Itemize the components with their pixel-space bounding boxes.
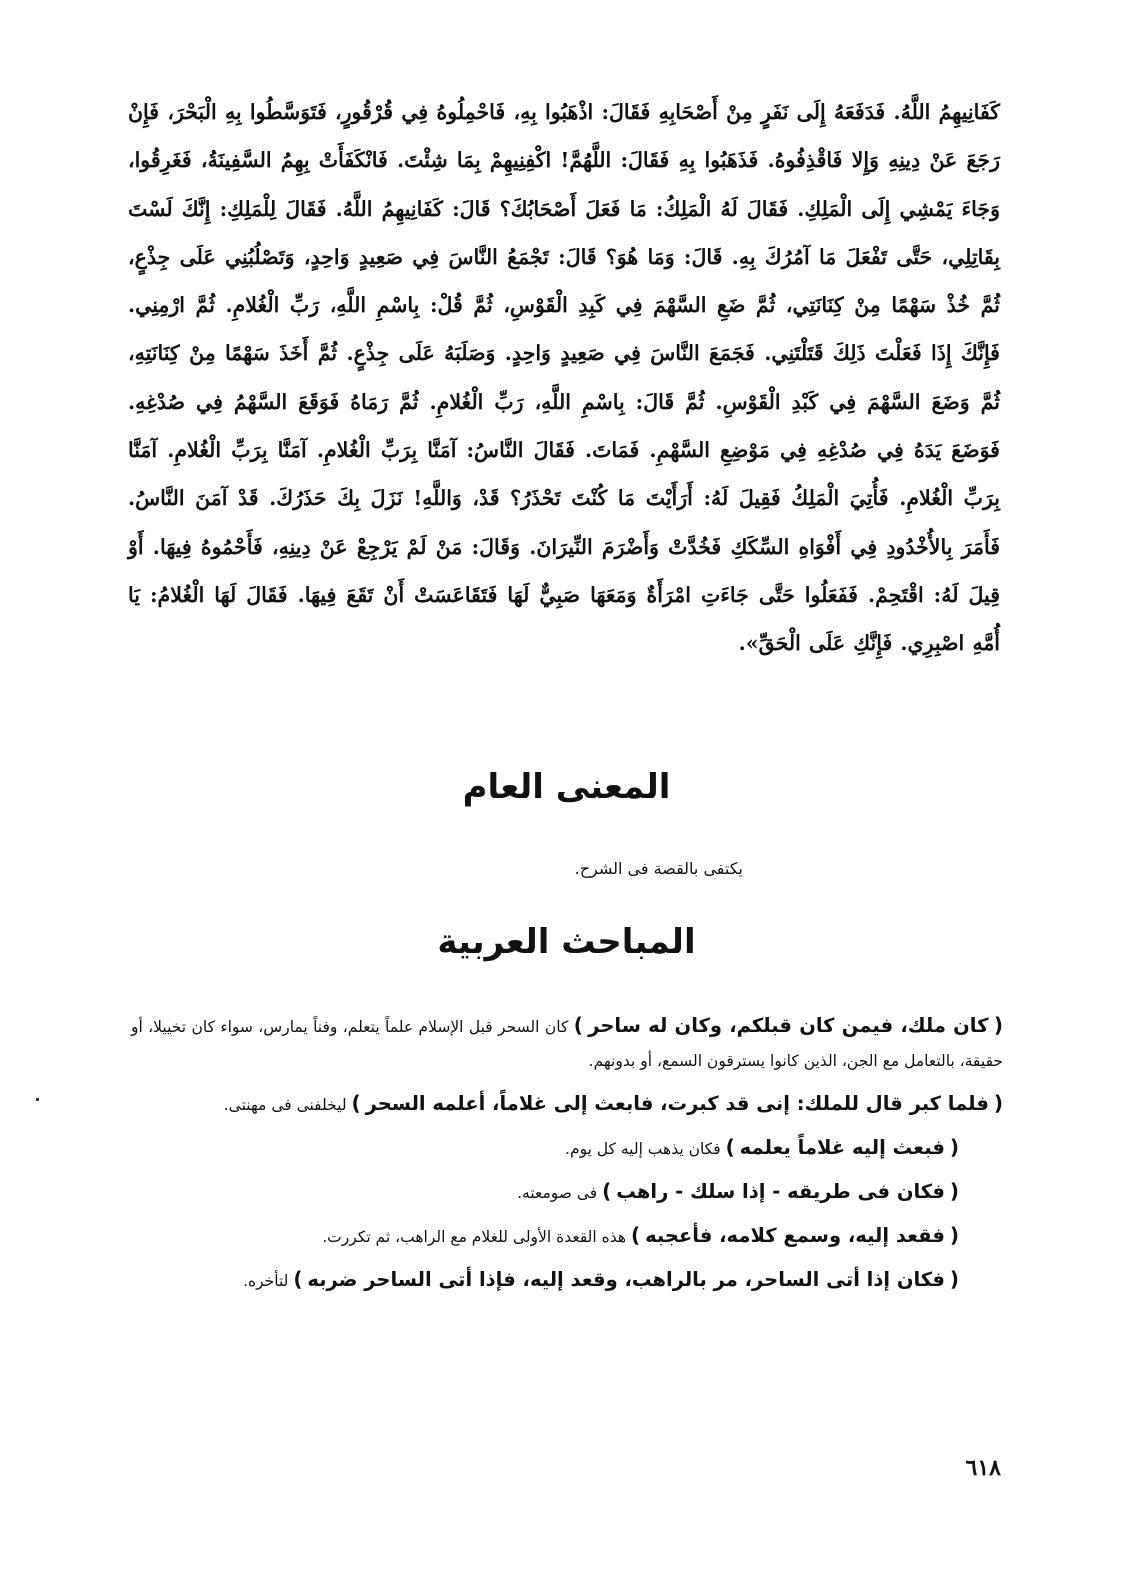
heading-general-meaning: المعنى العام	[462, 767, 671, 807]
commentary-text: فكان يذهب إليه كل يوم.	[565, 1140, 721, 1158]
close-paren: )	[725, 1135, 735, 1159]
commentary-text: كان السحر قبل الإسلام علماً يتعلم، وفناً يمارس، سواء كان تخييلا، أو حقيقة، بالتعامل مع الجن، الذين كانوا يسترقون السمع، أو بدونهم.	[131, 1018, 1003, 1070]
open-paren: (	[993, 1013, 1003, 1037]
open-paren: (	[949, 1179, 959, 1203]
commentary-item	[131, 1086, 1003, 1122]
hadith-story-text	[128, 88, 1000, 668]
commentary-text: ليخلفنى فى مهنتى.	[223, 1096, 347, 1114]
commentary-text: فى صومعته.	[517, 1184, 598, 1202]
commentary-list	[131, 1008, 1003, 1306]
commentary-item	[131, 1008, 1003, 1078]
open-paren: (	[993, 1091, 1003, 1115]
open-paren: (	[949, 1223, 959, 1247]
page-number: ٦١٨	[965, 1455, 1001, 1481]
quoted-phrase: فلما كبر قال للملك: إنى قد كبرت، فابعث إلى غلاماً، أعلمه السحر	[365, 1092, 989, 1115]
quoted-phrase: فقعد إليه، وسمع كلامه، فأعجبه	[645, 1224, 945, 1247]
close-paren: )	[631, 1223, 641, 1247]
close-paren: )	[293, 1267, 303, 1291]
commentary-item	[131, 1218, 1003, 1254]
quoted-phrase: فكان إذا أتى الساحر، مر بالراهب، وقعد إليه، فإذا أتى الساحر ضربه	[307, 1268, 945, 1291]
commentary-item	[131, 1262, 1003, 1298]
open-paren: (	[949, 1267, 959, 1291]
scan-speck	[36, 1098, 39, 1101]
open-paren: (	[949, 1135, 959, 1159]
general-meaning-note: يكتفى بالقصة فى الشرح.	[574, 859, 743, 878]
close-paren: )	[602, 1179, 612, 1203]
close-paren: )	[573, 1013, 583, 1037]
quoted-phrase: فبعث إليه غلاماً يعلمه	[739, 1136, 945, 1159]
commentary-text: هذه القعدة الأولى للغلام مع الراهب، ثم تكررت.	[322, 1228, 627, 1246]
story-body: كَفَانِيهِمُ اللَّهُ. فَدَفَعَهُ إِلَى نَفَرٍ مِنْ أَصْحَابِهِ فَقَالَ: اذْهَبُوا بِهِ، فَاحْمِلُوهُ فِي قُرْقُورٍ، فَتَوَسَّطُوا بِهِ الْبَحْرَ، فَإِنْ رَجَعَ عَنْ دِينِهِ وَإِلا فَاقْذِفُوهُ. فَذَهَبُوا بِهِ فَقَالَ: اللَّهُمَّ! اكْفِنِيهِمْ بِمَا شِئْتَ. فَانْكَفَأَتْ بِهِمُ السَّفِينَةُ، فَغَرِقُوا، وَجَاءَ يَمْشِي إِلَى الْمَلِكِ. فَقَالَ لَهُ الْمَلِكُ: مَا فَعَلَ أَصْحَابُكَ؟ قَالَ: كَفَانِيهِمُ اللَّهُ. فَقَالَ لِلْمَلِكِ: إِنَّكَ لَسْتَ بِقَاتِلِي، حَتَّى تَفْعَلَ مَا آمُرُكَ بِهِ. قَالَ: وَمَا هُوَ؟ قَالَ: تَجْمَعُ النَّاسَ فِي صَعِيدٍ وَاحِدٍ، وَتَصْلُبُنِي عَلَى جِذْعٍ، ثُمَّ خُذْ سَهْمًا مِنْ كِنَانَتِي، ثُمَّ ضَعِ السَّهْمَ فِي كَبِدِ الْقَوْسِ، ثُمَّ قُلْ: بِاسْمِ اللَّهِ، رَبِّ الْغُلامِ. ثُمَّ ارْمِنِي. فَإِنَّكَ إِذَا فَعَلْتَ ذَلِكَ قَتَلْتَنِي. فَجَمَعَ النَّاسَ فِي صَعِيدٍ وَاحِدٍ. وَصَلَبَهُ عَلَى جِذْعٍ. ثُمَّ أَخَذَ سَهْمًا مِنْ كِنَانَتِهِ، ثُمَّ وَضَعَ السَّهْمَ فِي كَبْدِ الْقَوْسِ. ثُمَّ قَالَ: بِاسْمِ اللَّهِ، رَبِّ الْغُلامِ. ثُمَّ رَمَاهُ فَوَقَعَ السَّهْمُ فِي صُدْغِهِ. فَوَضَعَ يَدَهُ فِي صُدْغِهِ فِي مَوْضِعِ السَّهْمِ. فَمَاتَ. فَقَالَ النَّاسُ: آمَنَّا بِرَبِّ الْغُلامِ. آمَنَّا بِرَبِّ الْغُلامِ. آمَنَّا بِرَبِّ الْغُلامِ. فَأُتِيَ الْمَلِكُ فَقِيلَ لَهُ: أَرَأَيْتَ مَا كُنْتَ تَحْذَرُ؟ قَدْ، وَاللَّهِ! نَزَلَ بِكَ حَذَرُكَ. قَدْ آمَنَ النَّاسُ. فَأَمَرَ بِالأُخْدُودِ فِي أَفْوَاهِ السِّكَكِ فَخُدَّتْ وَأَضْرَمَ النِّيرَانَ. وَقَالَ: مَنْ لَمْ يَرْجِعْ عَنْ دِينِهِ، فَأَحْمُوهُ فِيهَا. أَوْ قِيلَ لَهُ: اقْتَحِمْ. فَفَعَلُوا حَتَّى جَاءَتِ امْرَأَةٌ وَمَعَهَا صَبِيٌّ لَهَا فَتَقَاعَسَتْ أَنْ تَقَعَ فِيهَا. فَقَالَ لَهَا الْغُلامُ: يَا أُمَّهِ اصْبِرِي. فَإِنَّكِ عَلَى الْحَقِّ».	[128, 100, 1000, 656]
heading-arabic-topics: المباحث العربية	[437, 922, 696, 962]
quoted-phrase: كان ملك، فيمن كان قبلكم، وكان له ساحر	[588, 1014, 989, 1037]
commentary-item	[131, 1130, 1003, 1166]
close-paren: )	[351, 1091, 361, 1115]
commentary-text: لتأخره.	[243, 1272, 289, 1290]
commentary-item	[131, 1174, 1003, 1210]
quoted-phrase: فكان فى طريقه - إذا سلك - راهب	[616, 1180, 945, 1203]
